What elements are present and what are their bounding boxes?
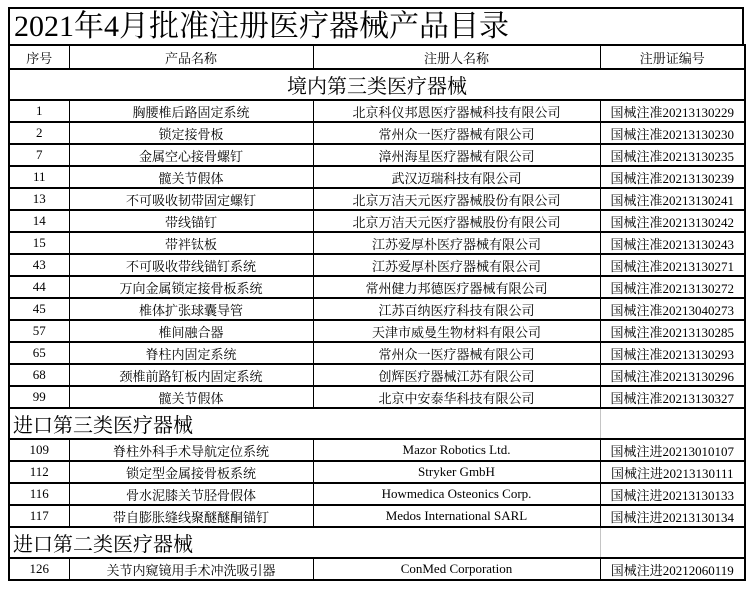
cell-product: 金属空心接骨螺钉 — [69, 144, 313, 166]
cell-registrant: 江苏百纳医疗科技有限公司 — [313, 298, 600, 320]
cell-cert: 国械注进20213010107 — [600, 439, 745, 461]
cell-cert: 国械注进20213130133 — [600, 483, 745, 505]
table-row — [9, 461, 745, 483]
cell-registrant: ConMed Corporation — [313, 558, 600, 580]
cell-registrant: 江苏爱厚朴医疗器械有限公司 — [313, 254, 600, 276]
cell-product: 带线锚钉 — [69, 210, 313, 232]
cell-seq: 2 — [9, 122, 69, 144]
cell-registrant: 常州众一医疗器械有限公司 — [313, 342, 600, 364]
cell-product: 胸腰椎后路固定系统 — [69, 100, 313, 122]
cell-cert: 国械注准20213130230 — [600, 122, 745, 144]
cell-seq: 109 — [9, 439, 69, 461]
table-row — [9, 254, 745, 276]
table-row — [9, 298, 745, 320]
table-row — [9, 386, 745, 408]
cell-seq: 11 — [9, 166, 69, 188]
cell-seq: 116 — [9, 483, 69, 505]
cell-registrant: Mazor Robotics Ltd. — [313, 439, 600, 461]
cell-cert: 国械注准20213040273 — [600, 298, 745, 320]
catalog-table — [8, 44, 746, 581]
section-header-domestic-class3 — [9, 69, 745, 100]
cell-seq: 13 — [9, 188, 69, 210]
cell-cert: 国械注准20213130327 — [600, 386, 745, 408]
cell-cert: 国械注准20213130239 — [600, 166, 745, 188]
cell-seq: 43 — [9, 254, 69, 276]
table-row — [9, 276, 745, 298]
page-title: 2021年4月批准注册医疗器械产品目录 — [8, 7, 744, 44]
cell-product: 锁定接骨板 — [69, 122, 313, 144]
cell-seq: 44 — [9, 276, 69, 298]
cell-cert: 国械注准20213130272 — [600, 276, 745, 298]
table-row — [9, 144, 745, 166]
col-header-seq: 序号 — [9, 45, 69, 69]
cell-product: 万向金属锁定接骨板系统 — [69, 276, 313, 298]
cell-seq: 7 — [9, 144, 69, 166]
cell-seq: 14 — [9, 210, 69, 232]
cell-seq: 112 — [9, 461, 69, 483]
cell-registrant: 天津市威曼生物材料有限公司 — [313, 320, 600, 342]
table-row — [9, 558, 745, 580]
cell-seq: 126 — [9, 558, 69, 580]
cell-product: 椎体扩张球囊导管 — [69, 298, 313, 320]
table-row — [9, 210, 745, 232]
cell-cert: 国械注准20213130241 — [600, 188, 745, 210]
cell-registrant: 北京科仪邦恩医疗器械科技有限公司 — [313, 100, 600, 122]
table-row — [9, 122, 745, 144]
cell-registrant: Stryker GmbH — [313, 461, 600, 483]
cell-registrant: 常州健力邦德医疗器械有限公司 — [313, 276, 600, 298]
section-header-import-class2 — [9, 527, 745, 558]
table-row — [9, 320, 745, 342]
cell-seq: 45 — [9, 298, 69, 320]
cell-product: 关节内窥镜用手术冲洗吸引器 — [69, 558, 313, 580]
cell-registrant: 江苏爱厚朴医疗器械有限公司 — [313, 232, 600, 254]
cell-cert: 国械注准20213130296 — [600, 364, 745, 386]
cell-product: 脊柱内固定系统 — [69, 342, 313, 364]
table-row — [9, 483, 745, 505]
cell-cert: 国械注准20213130242 — [600, 210, 745, 232]
section-empty-cell — [600, 527, 745, 558]
cell-product: 髋关节假体 — [69, 386, 313, 408]
section-label: 进口第三类医疗器械 — [9, 408, 600, 439]
cell-seq: 15 — [9, 232, 69, 254]
table-row — [9, 364, 745, 386]
cell-product: 椎间融合器 — [69, 320, 313, 342]
cell-cert: 国械注准20213130293 — [600, 342, 745, 364]
cell-seq: 57 — [9, 320, 69, 342]
cell-registrant: 武汉迈瑞科技有限公司 — [313, 166, 600, 188]
cell-registrant: 北京中安泰华科技有限公司 — [313, 386, 600, 408]
cell-cert: 国械注准20213130229 — [600, 100, 745, 122]
section-label: 进口第二类医疗器械 — [9, 527, 600, 558]
cell-cert: 国械注准20213130285 — [600, 320, 745, 342]
table-row — [9, 166, 745, 188]
cell-cert: 国械注进20213130134 — [600, 505, 745, 527]
table-row — [9, 100, 745, 122]
cell-seq: 117 — [9, 505, 69, 527]
catalog-sheet — [8, 7, 744, 581]
cell-product: 颈椎前路钉板内固定系统 — [69, 364, 313, 386]
cell-product: 带自膨胀缝线聚醚醚酮锚钉 — [69, 505, 313, 527]
cell-registrant: Howmedica Osteonics Corp. — [313, 483, 600, 505]
section-header-import-class3 — [9, 408, 745, 439]
cell-registrant: 北京万洁天元医疗器械股份有限公司 — [313, 188, 600, 210]
cell-registrant: 常州众一医疗器械有限公司 — [313, 122, 600, 144]
section-label: 境内第三类医疗器械 — [9, 69, 745, 100]
cell-registrant: 漳州海星医疗器械有限公司 — [313, 144, 600, 166]
cell-product: 髋关节假体 — [69, 166, 313, 188]
cell-seq: 1 — [9, 100, 69, 122]
cell-seq: 68 — [9, 364, 69, 386]
cell-cert: 国械注准20213130243 — [600, 232, 745, 254]
table-row — [9, 505, 745, 527]
section-empty-cell — [600, 408, 745, 439]
cell-cert: 国械注准20213130271 — [600, 254, 745, 276]
cell-cert: 国械注进20213130111 — [600, 461, 745, 483]
table-row — [9, 342, 745, 364]
col-header-product: 产品名称 — [69, 45, 313, 69]
cell-product: 锁定型金属接骨板系统 — [69, 461, 313, 483]
col-header-registrant: 注册人名称 — [313, 45, 600, 69]
cell-product: 骨水泥膝关节胫骨假体 — [69, 483, 313, 505]
table-row — [9, 188, 745, 210]
table-row — [9, 439, 745, 461]
cell-cert: 国械注进20212060119 — [600, 558, 745, 580]
cell-product: 不可吸收韧带固定螺钉 — [69, 188, 313, 210]
col-header-cert: 注册证编号 — [600, 45, 745, 69]
cell-product: 不可吸收带线锚钉系统 — [69, 254, 313, 276]
table-header-row — [9, 45, 745, 69]
table-row — [9, 232, 745, 254]
cell-seq: 65 — [9, 342, 69, 364]
cell-cert: 国械注准20213130235 — [600, 144, 745, 166]
cell-registrant: 创辉医疗器械江苏有限公司 — [313, 364, 600, 386]
cell-registrant: Medos International SARL — [313, 505, 600, 527]
cell-seq: 99 — [9, 386, 69, 408]
cell-registrant: 北京万洁天元医疗器械股份有限公司 — [313, 210, 600, 232]
cell-product: 带袢钛板 — [69, 232, 313, 254]
cell-product: 脊柱外科手术导航定位系统 — [69, 439, 313, 461]
